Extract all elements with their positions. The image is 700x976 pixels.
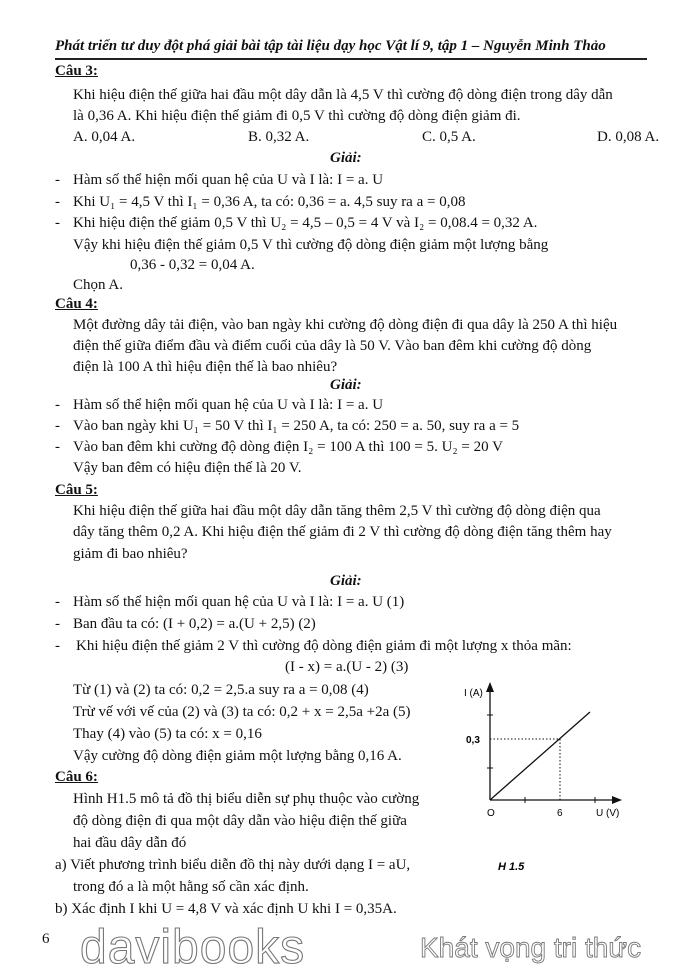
question-5-text: Khi hiệu điện thế giữa hai đầu một dây dẫn tăng thêm 2,5 V thì cường độ dòng điện qua [73, 503, 601, 519]
solution-line: Vậy cường độ dòng điện giảm một lượng bằng 0,16 A. [73, 748, 402, 764]
question-5-text: giảm đi bao nhiêu? [73, 546, 188, 562]
solution-heading: Giải: [330, 573, 362, 589]
question-6-part-b: b) Xác định I khi U = 4,8 V và xác định U khi I = 0,35A. [55, 901, 397, 917]
solution-heading: Giải: [330, 150, 362, 166]
solution-line: Khi U₁ = 4,5 V thì I₁ = 0,36 A, ta có: 0,36 = a. 4,5 suy ra a = 0,08 [73, 194, 466, 210]
bullet: - [55, 397, 60, 413]
bullet: - [55, 172, 60, 188]
x-tick-label: 6 [557, 808, 563, 819]
solution-line: Trừ vế với vế của (2) và (3) ta có: 0,2 + x = 2,5a +2a (5) [73, 704, 411, 720]
question-6-text: hai đầu dây dẫn đó [73, 835, 187, 851]
option-a: A. 0,04 A. [73, 129, 136, 145]
bullet: - [55, 638, 60, 654]
solution-line: Thay (4) vào (5) ta có: x = 0,16 [73, 726, 262, 742]
solution-line: Vậy khi hiệu điện thế giảm 0,5 V thì cường độ dòng điện giảm một lượng bằng [73, 237, 549, 253]
solution-line: Vào ban ngày khi U₁ = 50 V thì I₁ = 250 A, ta có: 250 = a. 50, suy ra a = 5 [73, 418, 520, 434]
watermark-brand: davibooks [80, 921, 306, 974]
bullet: - [55, 215, 60, 231]
question-4-text: điện là 100 A thì hiệu điện thế là bao nhiêu? [73, 359, 338, 375]
solution-line: Hàm số thể hiện mối quan hệ của U và I là: I = a. U [73, 172, 384, 188]
y-axis-arrow-icon [486, 682, 494, 692]
question-6-part-a: a) Viết phương trình biểu diễn đồ thị này dưới dạng I = aU, [55, 857, 411, 873]
option-d: D. 0,08 A. [597, 129, 660, 145]
origin-label: O [487, 808, 495, 819]
solution-heading: Giải: [330, 377, 362, 393]
x-axis-label: U (V) [596, 808, 620, 819]
figure-h1-5 [450, 670, 650, 880]
solution-line: Khi hiệu điện thế giảm 0,5 V thì U₂ = 4,5 – 0,5 = 4 V và I₂ = 0,08.4 = 0,32 A. [73, 215, 538, 231]
data-line [490, 712, 590, 800]
question-6-text: Hình H1.5 mô tả đồ thị biểu diễn sự phụ thuộc vào cường [73, 791, 420, 807]
question-4-title: Câu 4: [55, 296, 98, 312]
bullet: - [55, 594, 60, 610]
bullet: - [55, 439, 60, 455]
question-3-title: Câu 3: [55, 63, 98, 79]
solution-line: Vậy ban đêm có hiệu điện thế là 20 V. [73, 460, 302, 476]
header-rule [55, 58, 647, 60]
question-5-text: dây tăng thêm 0,2 A. Khi hiệu điện thế giảm đi 2 V thì cường độ dòng điện tăng thêm hay [73, 524, 612, 540]
question-4-text: điện thế giữa điểm đầu và điểm cuối của dây là 50 V. Vào ban đêm khi cường độ dòng [73, 338, 592, 354]
option-c: C. 0,5 A. [422, 129, 476, 145]
solution-line: Khi hiệu điện thế giảm 2 V thì cường độ dòng điện giảm đi một lượng x thỏa mãn: [76, 638, 572, 654]
equation: (I - x) = a.(U - 2) (3) [285, 659, 409, 675]
y-axis-label: I (A) [464, 688, 483, 699]
figure-caption: H 1.5 [498, 861, 525, 873]
bullet: - [55, 418, 60, 434]
solution-line: Hàm số thể hiện mối quan hệ của U và I là: I = a. U [73, 397, 384, 413]
x-axis-arrow-icon [612, 796, 622, 804]
solution-line: Ban đầu ta có: (I + 0,2) = a.(U + 2,5) (2) [73, 616, 316, 632]
bullet: - [55, 194, 60, 210]
bullet: - [55, 616, 60, 632]
option-b: B. 0,32 A. [248, 129, 310, 145]
question-6-part-a: trong đó a là một hằng số cần xác định. [73, 879, 309, 895]
question-4-text: Một đường dây tải điện, vào ban ngày khi cường độ dòng điện đi qua dây là 250 A thì hiệu [73, 317, 618, 333]
solution-line: Vào ban đêm khi cường độ dòng điện I₂ = 100 A thì 100 = 5. U₂ = 20 V [73, 439, 503, 455]
solution-line: Từ (1) và (2) ta có: 0,2 = 2,5.a suy ra a = 0,08 (4) [73, 682, 369, 698]
solution-line: 0,36 - 0,32 = 0,04 A. [130, 257, 255, 273]
question-6-text: độ dòng điện đi qua một dây dẫn vào hiệu điện thế giữa [73, 813, 407, 829]
question-6-title: Câu 6: [55, 769, 98, 785]
question-3-text: là 0,36 A. Khi hiệu điện thế giảm đi 0,5 V thì cường độ dòng điện giảm đi. [73, 108, 521, 124]
solution-line: Hàm số thể hiện mối quan hệ của U và I là: I = a. U (1) [73, 594, 405, 610]
page-number: 6 [42, 931, 50, 947]
question-3-text: Khi hiệu điện thế giữa hai đầu một dây dẫn là 4,5 V thì cường độ dòng điện trong dây dẫn [73, 87, 613, 103]
running-header: Phát triển tư duy đột phá giải bài tập tài liệu dạy học Vật lí 9, tập 1 – Nguyễn Minh Thảo [55, 38, 606, 54]
y-tick-label: 0,3 [466, 735, 480, 746]
question-5-title: Câu 5: [55, 482, 98, 498]
watermark-slogan: Khát vọng tri thức [420, 932, 642, 963]
solution-answer: Chọn A. [73, 277, 124, 293]
